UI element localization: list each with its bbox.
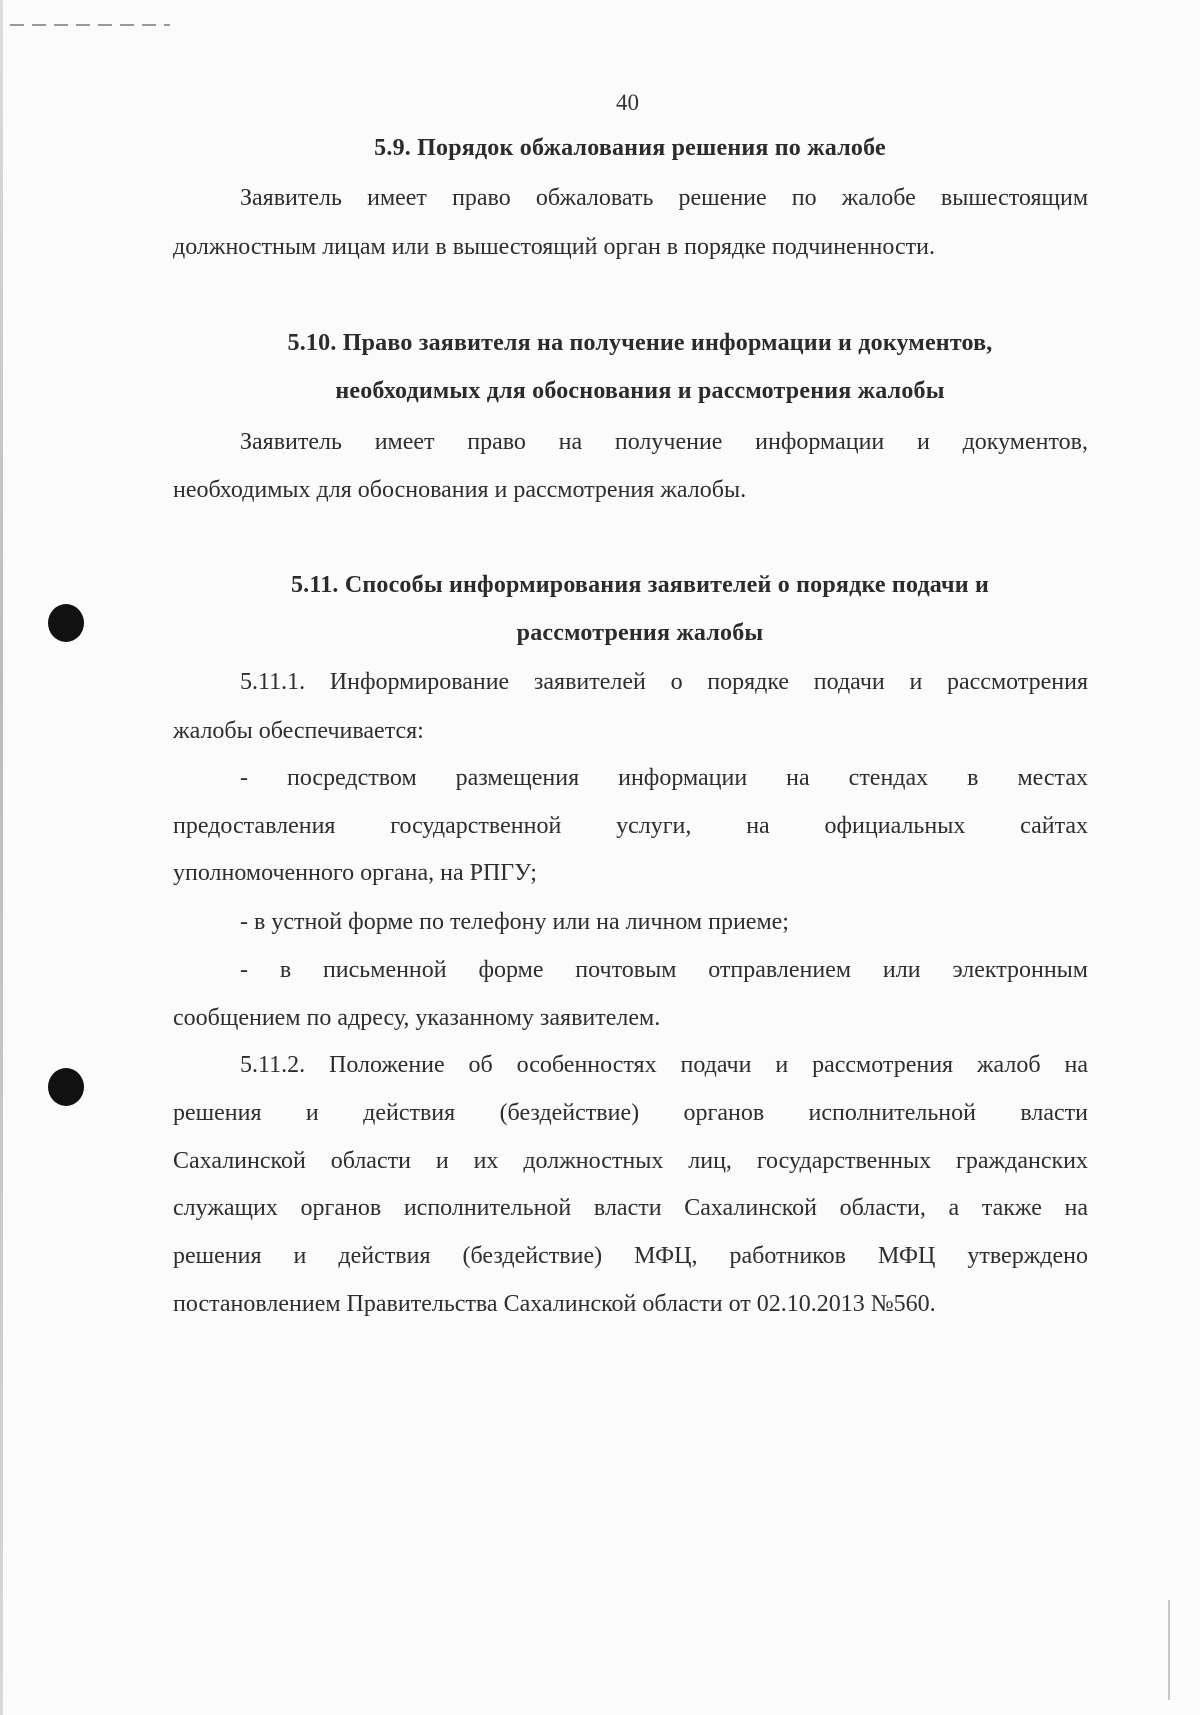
bullet-line: - в письменной форме почтовым отправлением или электронным (240, 957, 1088, 983)
section-5-11-2-line: служащих органов исполнительной власти Сахалинской области, а также на (173, 1195, 1088, 1221)
section-5-11-2-line: Сахалинской области и их должностных лиц, государственных гражданских (173, 1148, 1088, 1174)
section-5-10-heading: необходимых для обоснования и рассмотрения жалобы (335, 378, 945, 404)
bullet-line: - в устной форме по телефону или на личном приеме; (240, 909, 789, 935)
section-5-9-line: Заявитель имеет право обжаловать решение по жалобе вышестоящим (240, 185, 1088, 211)
section-5-9-line: должностным лицам или в вышестоящий орган в порядке подчиненности. (173, 234, 935, 260)
scan-edge-right (1168, 1600, 1170, 1700)
bullet-line: предоставления государственной услуги, на официальных сайтах (173, 813, 1088, 839)
scan-edge-left (0, 0, 3, 1715)
section-5-11-2-line: 5.11.2. Положение об особенностях подачи и рассмотрения жалоб на (240, 1052, 1088, 1078)
bullet-line: сообщением по адресу, указанному заявителем. (173, 1005, 661, 1031)
section-5-9-heading: 5.9. Порядок обжалования решения по жалобе (374, 135, 886, 161)
section-5-11-heading: рассмотрения жалобы (516, 620, 764, 646)
section-5-10-line: необходимых для обоснования и рассмотрения жалобы. (173, 477, 747, 503)
section-5-11-2-line: постановлением Правительства Сахалинской области от 02.10.2013 №560. (173, 1291, 936, 1317)
section-5-10-heading: 5.10. Право заявителя на получение информации и документов, (287, 330, 993, 356)
page-number: 40 (616, 90, 639, 115)
punch-hole-bottom (48, 1068, 84, 1106)
scan-top-mark (10, 24, 170, 26)
section-5-11-1-line: 5.11.1. Информирование заявителей о порядке подачи и рассмотрения (240, 669, 1088, 695)
section-5-11-heading: 5.11. Способы информирования заявителей о порядке подачи и (290, 572, 990, 598)
bullet-line: уполномоченного органа, на РПГУ; (173, 860, 537, 886)
section-5-11-2-line: решения и действия (бездействие) МФЦ, работников МФЦ утверждено (173, 1243, 1088, 1269)
section-5-11-1-line: жалобы обеспечивается: (173, 718, 424, 744)
section-5-10-line: Заявитель имеет право на получение информации и документов, (240, 429, 1088, 455)
section-5-11-2-line: решения и действия (бездействие) органов исполнительной власти (173, 1100, 1088, 1126)
bullet-line: - посредством размещения информации на стендах в местах (240, 765, 1088, 791)
